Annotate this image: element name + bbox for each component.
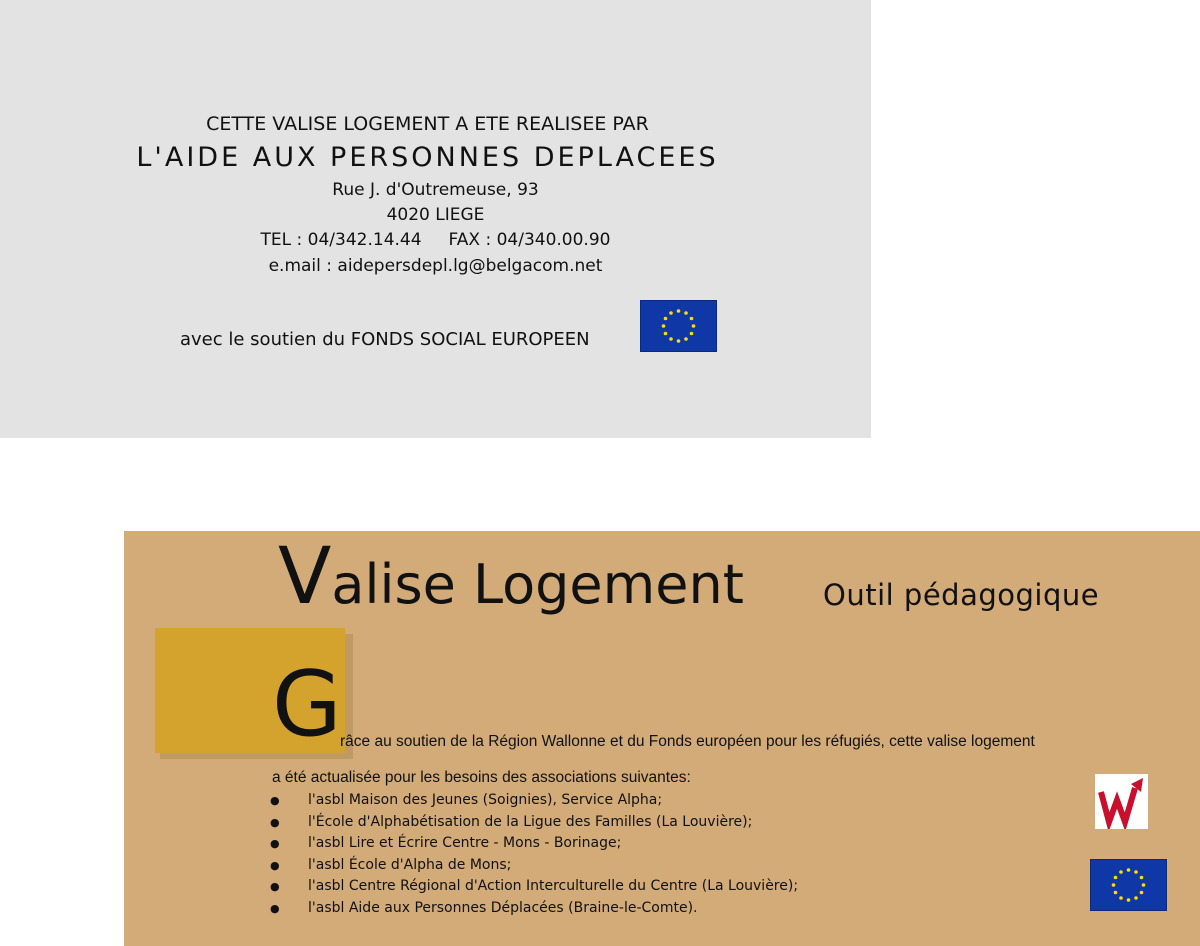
association-label: l'asbl Centre Régional d'Action Interculturelle du Centre (La Louvière); (308, 878, 799, 894)
top-info-card (0, 0, 871, 438)
bullet-icon: ● (270, 815, 280, 829)
associations-list (270, 790, 798, 919)
bullet-icon: ● (270, 858, 280, 872)
contact-phone-fax: TEL : 04/342.14.44 FAX : 04/340.00.90 (260, 230, 611, 250)
list-item (270, 898, 798, 920)
bullet-icon: ● (270, 794, 280, 807)
address-city: 4020 LIEGE (386, 205, 485, 225)
intro-line-2: a été actualisée pour les besoins des associations suivantes: (272, 769, 691, 786)
list-item (270, 812, 798, 834)
bullet-icon: ● (270, 901, 280, 915)
title-initial: V (278, 532, 332, 622)
subtitle: Outil pédagogique (823, 578, 1100, 612)
wallonie-logo-icon (1095, 774, 1148, 829)
eu-flag-icon (640, 300, 717, 352)
support-text: avec le soutien du FONDS SOCIAL EUROPEEN (180, 329, 590, 350)
association-label: l'asbl Maison des Jeunes (Soignies), Service Alpha; (308, 792, 663, 808)
title-rest: alise Logement (331, 553, 744, 616)
list-item (270, 855, 798, 877)
bullet-icon: ● (270, 880, 280, 893)
bullet-icon: ● (270, 837, 280, 850)
address-street: Rue J. d'Outremeuse, 93 (332, 180, 539, 200)
organization-name: L'AIDE AUX PERSONNES DEPLACEES (136, 142, 719, 173)
association-label: l'asbl École d'Alpha de Mons; (308, 856, 512, 873)
card-heading: CETTE VALISE LOGEMENT A ETE REALISEE PAR (206, 113, 649, 135)
association-label: l'asbl Aide aux Personnes Déplacées (Braine-le-Comte). (308, 899, 698, 916)
dropcap-letter: G (272, 652, 342, 757)
list-item (270, 876, 798, 898)
main-title (278, 532, 744, 622)
eu-flag-icon (1090, 859, 1167, 911)
list-item (270, 790, 798, 812)
list-item (270, 833, 798, 855)
intro-line-1: râce au soutien de la Région Wallonne et du Fonds européen pour les réfugiés, cette valise logement (340, 733, 1035, 750)
contact-email: e.mail : aidepersdepl.lg@belgacom.net (268, 256, 603, 276)
association-label: l'École d'Alphabétisation de la Ligue des Familles (La Louvière); (308, 813, 753, 830)
association-label: l'asbl Lire et Écrire Centre - Mons - Borinage; (308, 835, 622, 851)
